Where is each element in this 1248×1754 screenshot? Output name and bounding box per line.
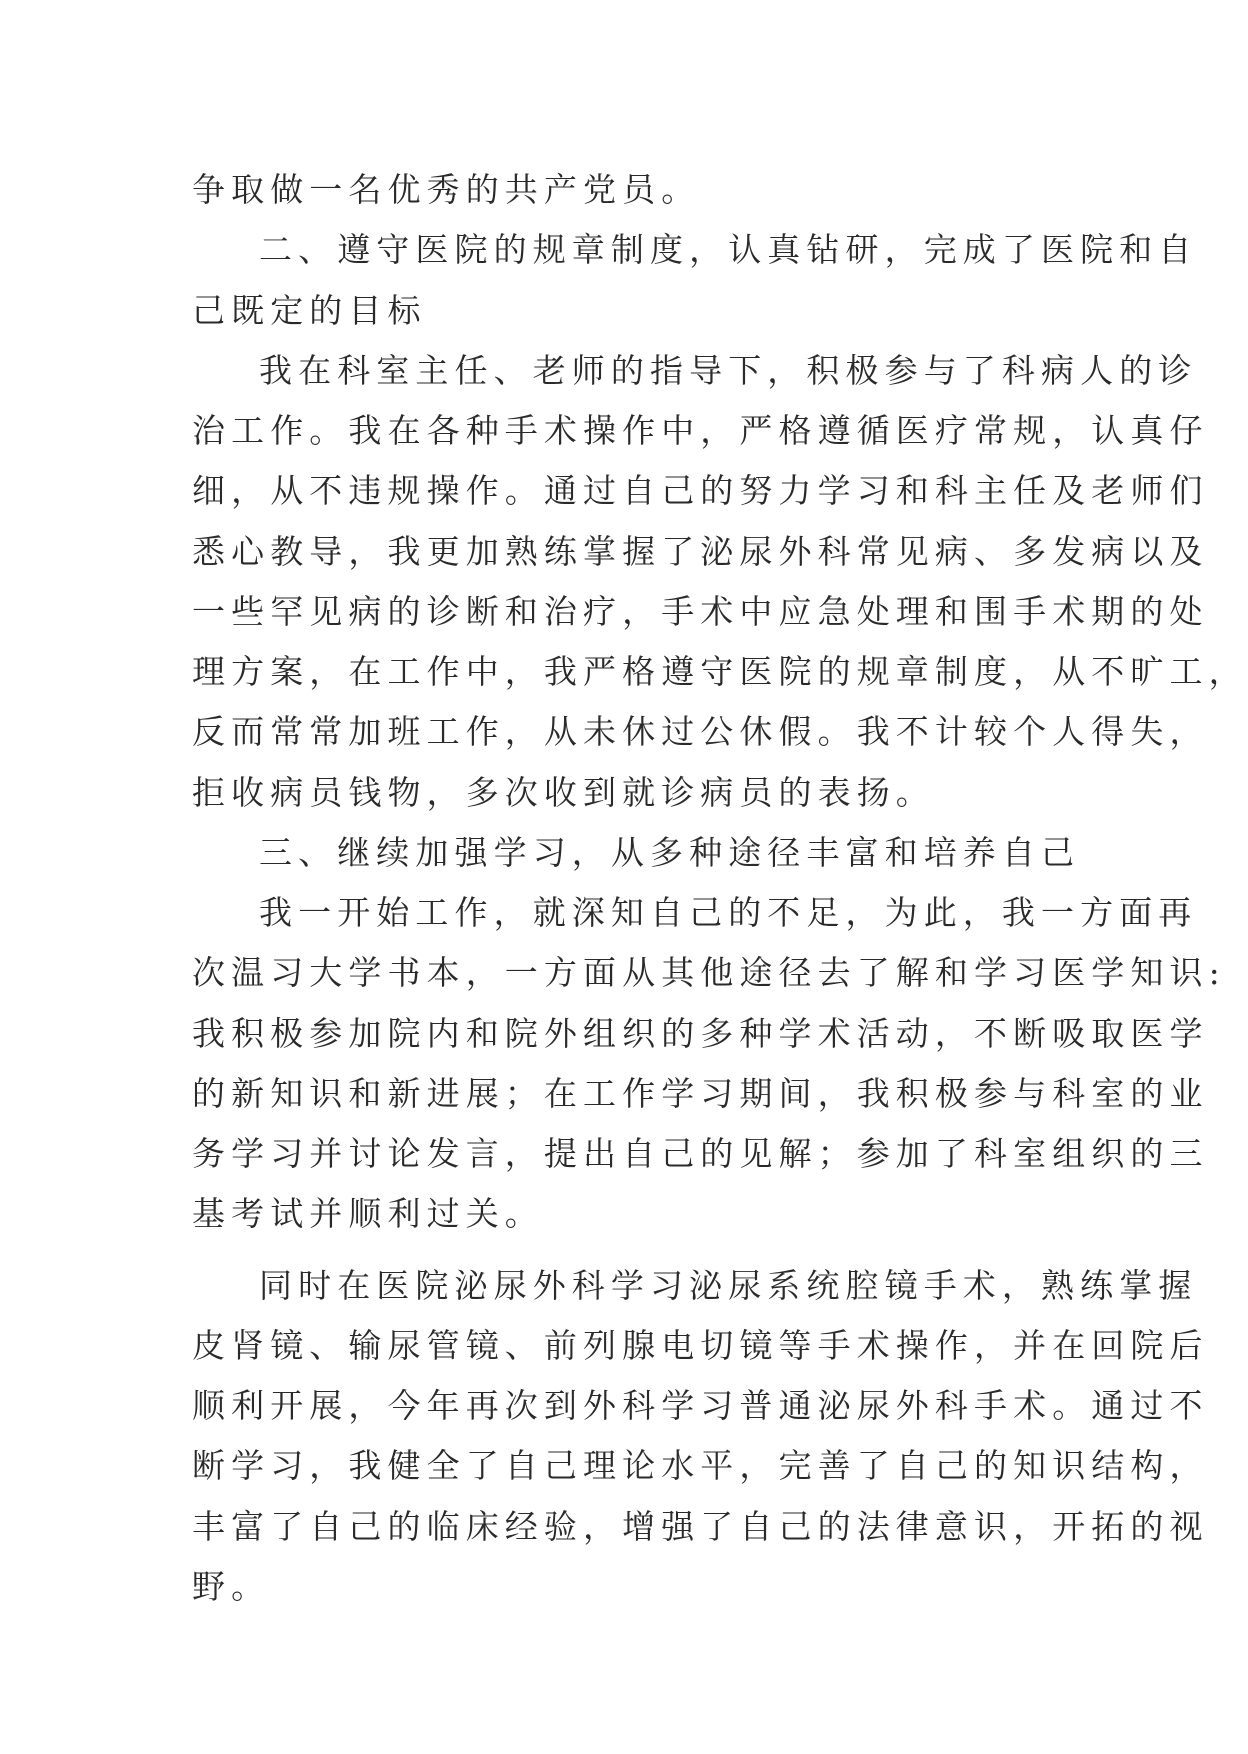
text-line: 细，从不违规操作。通过自己的努力学习和科主任及老师们 [192,471,1209,511]
text-line: 顺利开展，今年再次到外科学习普通泌尿外科手术。通过不 [192,1386,1209,1425]
text-line: 我在科室主任、老师的指导下，积极参与了科病人的诊 [259,350,1198,390]
text-line: 同时在医院泌尿外科学习泌尿系统腔镜手术，熟练掌握 [259,1265,1198,1305]
section-heading-3: 三、继续加强学习，从多种途径丰富和培养自己 [259,832,1081,872]
text-line: 悉心教导，我更加熟练掌握了泌尿外科常见病、多发病以及 [192,531,1209,571]
text-line: 治工作。我在各种手术操作中，严格遵循医疗常规，认真仔 [192,411,1209,450]
text-line: 我一开始工作，就深知自己的不足，为此，我一方面再 [259,893,1198,932]
text-line: 争取做一名优秀的共产党员。 [192,170,701,209]
section-heading-2-continued: 己既定的目标 [192,290,427,330]
text-line: 一些罕见病的诊断和治疗，手术中应急处理和围手术期的处 [192,591,1209,631]
text-line: 拒收病员钱物，多次收到就诊病员的表扬。 [192,772,935,812]
text-line: 次温习大学书本，一方面从其他途径去了解和学习医学知识: [192,953,1226,993]
text-line: 我积极参加院内和院外组织的多种学术活动，不断吸取医学 [192,1013,1209,1053]
text-line: 皮肾镜、输尿管镜、前列腺电切镜等手术操作，并在回院后 [192,1325,1209,1365]
text-line: 的新知识和新进展；在工作学习期间，我积极参与科室的业 [192,1073,1209,1113]
text-line: 断学习，我健全了自己理论水平，完善了自己的知识结构， [192,1446,1209,1486]
text-line: 野。 [192,1566,271,1606]
section-heading-2: 二、遵守医院的规章制度，认真钻研，完成了医院和自 [259,230,1198,270]
text-line: 基考试并顺利过关。 [192,1194,544,1234]
text-line: 务学习并讨论发言，提出自己的见解；参加了科室组织的三 [192,1134,1209,1173]
text-line: 丰富了自己的临床经验，增强了自己的法律意识，开拓的视 [192,1506,1209,1546]
text-line: 反而常常加班工作，从未休过公休假。我不计较个人得失， [192,712,1209,752]
document-body [192,160,1248,1617]
text-line: 理方案，在工作中，我严格遵守医院的规章制度，从不旷工， [192,652,1248,691]
paragraph-gap [192,1245,1062,1256]
